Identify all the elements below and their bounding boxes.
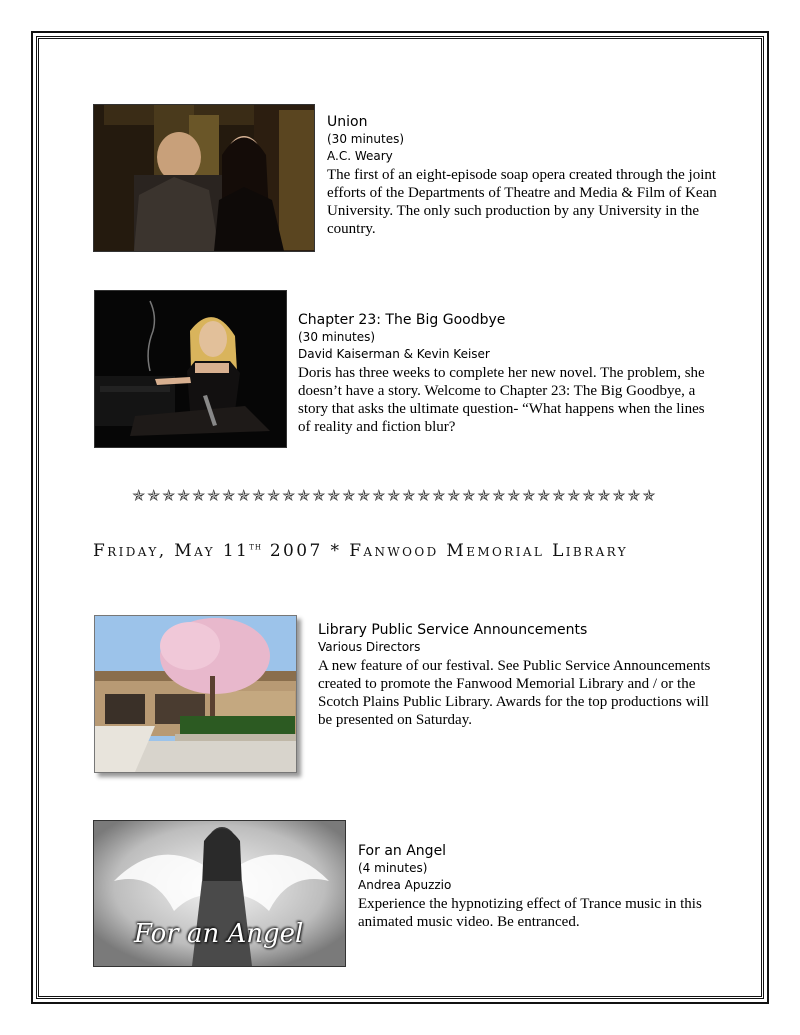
date-heading-ordinal: th: [249, 541, 263, 553]
union-still-image: [93, 104, 315, 252]
entry-director: Various Directors: [318, 640, 421, 654]
entry-description: Doris has three weeks to complete her new novel. The problem, she doesn’t have a story. Welcome to Chapter 23: The Big Goodbye, a story that asks the ultimate question- “What happens when the lines of reality and fiction blur?: [298, 365, 705, 435]
star-separator: ✯✯✯✯✯✯✯✯✯✯✯✯✯✯✯✯✯✯✯✯✯✯✯✯✯✯✯✯✯✯✯✯✯✯✯: [132, 486, 658, 505]
chapter23-still-graphic: [95, 291, 286, 447]
entry-duration: (30 minutes): [298, 330, 376, 344]
union-still-graphic: [94, 105, 314, 251]
entry-description: Experience the hypnotizing effect of Trance music in this animated music video. Be entranced.: [358, 896, 702, 930]
entry-title: Chapter 23: The Big Goodbye: [298, 312, 506, 328]
for-an-angel-image: [93, 820, 346, 967]
entry-director: A.C. Weary: [327, 149, 393, 163]
entry-title: Union: [327, 114, 368, 130]
entry-duration: (30 minutes): [327, 132, 405, 146]
entry-description: A new feature of our festival. See Public Service Announcements created to promote the Fanwood Memorial Library and / or the Scotch Plains Public Library. Awards for the top productions will be presented on Saturday.: [318, 658, 711, 728]
date-heading: [93, 541, 628, 561]
entry-duration: (4 minutes): [358, 861, 428, 875]
entry-title: For an Angel: [358, 843, 447, 859]
library-photo-graphic: [95, 616, 296, 772]
for-an-angel-entry: [358, 842, 713, 931]
date-heading-rest: 2007 * Fanwood Memorial Library: [262, 541, 629, 561]
date-heading-prefix: Friday, May 11: [93, 541, 250, 561]
for-an-angel-caption: For an Angel: [134, 919, 304, 949]
library-psa-entry: [318, 621, 713, 729]
entry-director: Andrea Apuzzio: [358, 878, 452, 892]
library-photo-image: [94, 615, 297, 773]
union-entry: [327, 113, 717, 238]
entry-title: Library Public Service Announcements: [318, 622, 588, 638]
chapter23-still-image: [94, 290, 287, 448]
chapter23-entry: [298, 311, 713, 436]
entry-director: David Kaiserman & Kevin Keiser: [298, 347, 490, 361]
entry-description: The first of an eight-episode soap opera created through the joint efforts of the Departments of Theatre and Media & Film of Kean University. The only such production by any University in the country.: [327, 167, 717, 237]
